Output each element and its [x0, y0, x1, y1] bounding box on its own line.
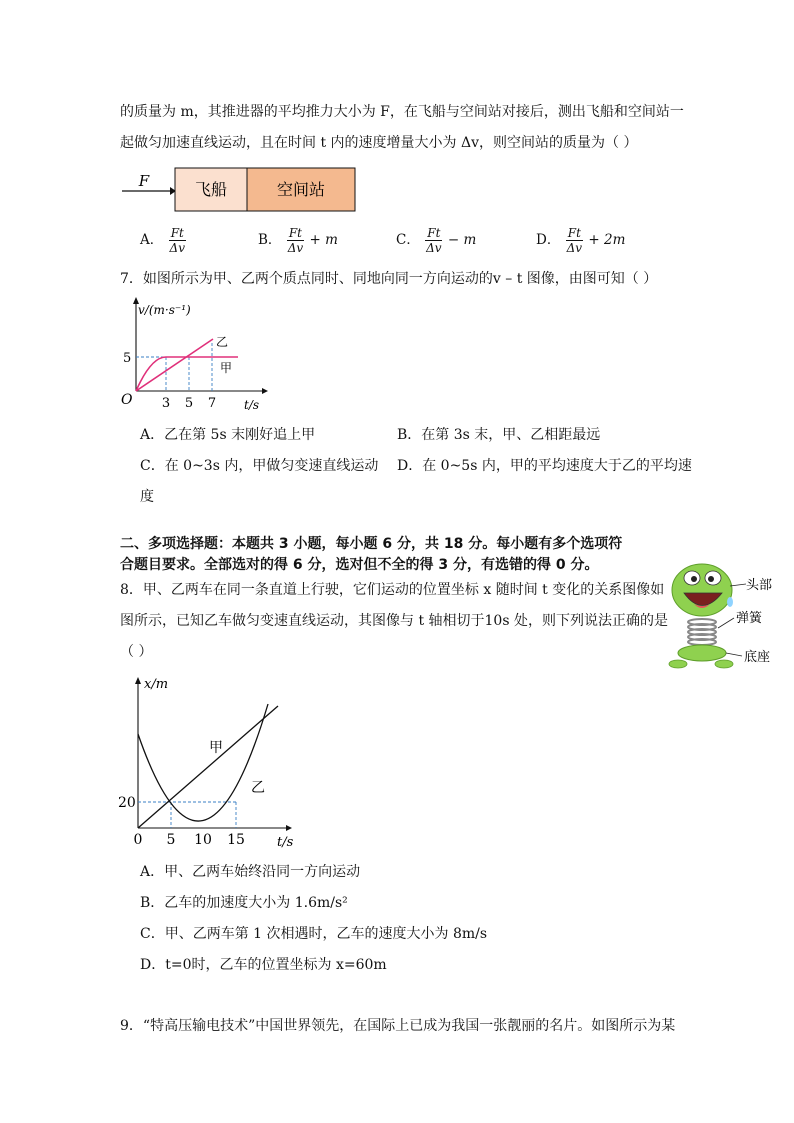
toy-head	[672, 564, 732, 616]
q8-series-yi	[138, 704, 268, 821]
q6-option-c-fraction: $\frac{Ft}{\Delta v}$	[426, 226, 442, 255]
q6-option-a[interactable]	[140, 226, 187, 255]
q7-x-axis-label: t/s	[244, 398, 260, 412]
toy-spring-leader	[718, 618, 734, 628]
toy-head-label: 头部	[746, 578, 773, 593]
q7-option-d-continued: 度	[140, 489, 154, 505]
q6-option-c[interactable]: C． $\frac{Ft}{\Delta v}$ − m	[396, 226, 477, 255]
q7-x-tick-5: 5	[184, 396, 194, 411]
q8-option-a[interactable]: A．甲、乙两车始终沿同一方向运动	[140, 864, 361, 880]
q6-docking-figure	[118, 164, 368, 216]
toy-base-leader	[726, 653, 742, 656]
q8-x-tick-5: 5	[166, 832, 176, 848]
q7-series-yi-label: 乙	[216, 335, 229, 349]
q6-stem-line-1: 的质量为 m，其推进器的平均推力大小为 F，在飞船与空间站对接后，测出飞船和空间站一	[120, 104, 684, 120]
q8-option-d[interactable]: D．t=0时，乙车的位置坐标为 x=60m	[140, 957, 387, 973]
force-label: F	[138, 172, 150, 190]
station-label: 空间站	[276, 180, 326, 199]
q7-origin-label: O	[121, 392, 133, 408]
q8-y-axis-arrow	[135, 677, 141, 684]
q8-series-jia	[138, 706, 278, 828]
section-2-heading-line-1: 二、多项选择题：本题共 3 小题，每小题 6 分，共 18 分。每小题有多个选项符	[120, 536, 623, 552]
q8-stem-line-1: 8．甲、乙两车在同一条直道上行驶，它们运动的位置坐标 x 随时间 t 变化的关系图像如	[120, 582, 665, 598]
q7-x-axis-arrow	[262, 388, 268, 394]
q7-x-tick-3: 3	[161, 396, 171, 411]
q6-option-b-fraction: $\frac{Ft}{\Delta v}$	[287, 226, 304, 255]
q7-series-jia-label: 甲	[220, 361, 233, 375]
q8-option-b[interactable]: B．乙车的加速度大小为 1.6m/s²	[140, 895, 348, 911]
q7-option-d[interactable]: D．在 0~5s 内，甲的平均速度大于乙的平均速	[397, 458, 692, 474]
q6-option-b[interactable]: B． $\frac{Ft}{\Delta v}$ + m	[258, 226, 338, 255]
q8-origin-label: 0	[133, 832, 143, 848]
toy-spring-label: 弹簧	[736, 611, 763, 626]
q8-series-yi-label: 乙	[251, 780, 265, 796]
bobblehead-toy-figure	[664, 560, 784, 676]
section-2-heading-line-2: 合题目要求。全部选对的得 6 分，选对但不全的得 3 分，有选错的得 0 分。	[120, 557, 599, 573]
q8-option-c[interactable]: C．甲、乙两车第 1 次相遇时，乙车的速度大小为 8m/s	[140, 926, 488, 942]
ship-label: 飞船	[194, 180, 228, 199]
q7-vt-graph	[116, 292, 276, 416]
q8-series-jia-label: 甲	[209, 740, 223, 756]
q6-stem-line-2: 起做匀加速直线运动，且在时间 t 内的速度增量大小为 Δv，则空间站的质量为（ ）	[120, 135, 638, 151]
q6-option-a-fraction: $\frac{Ft}{\Delta v}$	[169, 226, 185, 255]
q6-option-b-letter: B．	[258, 232, 282, 248]
toy-head-leader	[730, 584, 746, 586]
q6-option-d-fraction: $\frac{Ft}{\Delta v}$	[566, 226, 583, 255]
q7-x-tick-7: 7	[207, 396, 217, 411]
q8-x-axis-label: t/s	[277, 835, 294, 850]
q8-xt-graph	[114, 668, 304, 852]
q7-y-tick-5: 5	[123, 351, 132, 366]
q6-option-d[interactable]: D． $\frac{Ft}{\Delta v}$ + 2m	[536, 226, 626, 255]
toy-tear	[727, 597, 733, 607]
q8-y-axis-label: x/m	[144, 677, 169, 692]
q6-option-a-letter: A．	[140, 232, 164, 248]
q7-series-yi	[136, 339, 213, 391]
q8-y-tick-20: 20	[118, 795, 136, 811]
toy-base	[678, 645, 726, 661]
q7-y-axis-label: v/(m·s⁻¹)	[138, 303, 191, 317]
q7-stem: 7．如图所示为甲、乙两个质点同时、同地向同一方向运动的v – t 图像，由图可知（ ）	[120, 271, 658, 287]
toy-spring	[688, 619, 716, 645]
q7-option-a[interactable]: A．乙在第 5s 末刚好追上甲	[140, 427, 316, 443]
q8-stem-line-2: 图所示，已知乙车做匀变速直线运动，其图像与 t 轴相切于10s 处，则下列说法正确的是	[120, 613, 668, 629]
q8-stem-line-3: （ ）	[120, 644, 153, 660]
q9-stem-line-1: 9．“特高压输电技术”中国世界领先，在国际上已成为我国一张靓丽的名片。如图所示为某	[120, 1018, 676, 1034]
q7-option-b[interactable]: B．在第 3s 末，甲、乙相距最远	[397, 427, 601, 443]
q6-option-c-letter: C．	[396, 232, 420, 248]
toy-base-label: 底座	[744, 650, 771, 665]
q8-x-tick-10: 10	[194, 832, 212, 848]
q8-x-tick-15: 15	[227, 832, 245, 848]
q7-option-c[interactable]: C．在 0~3s 内，甲做匀变速直线运动	[140, 458, 379, 474]
q8-x-axis-arrow	[286, 825, 292, 831]
q6-option-d-letter: D．	[536, 232, 561, 248]
